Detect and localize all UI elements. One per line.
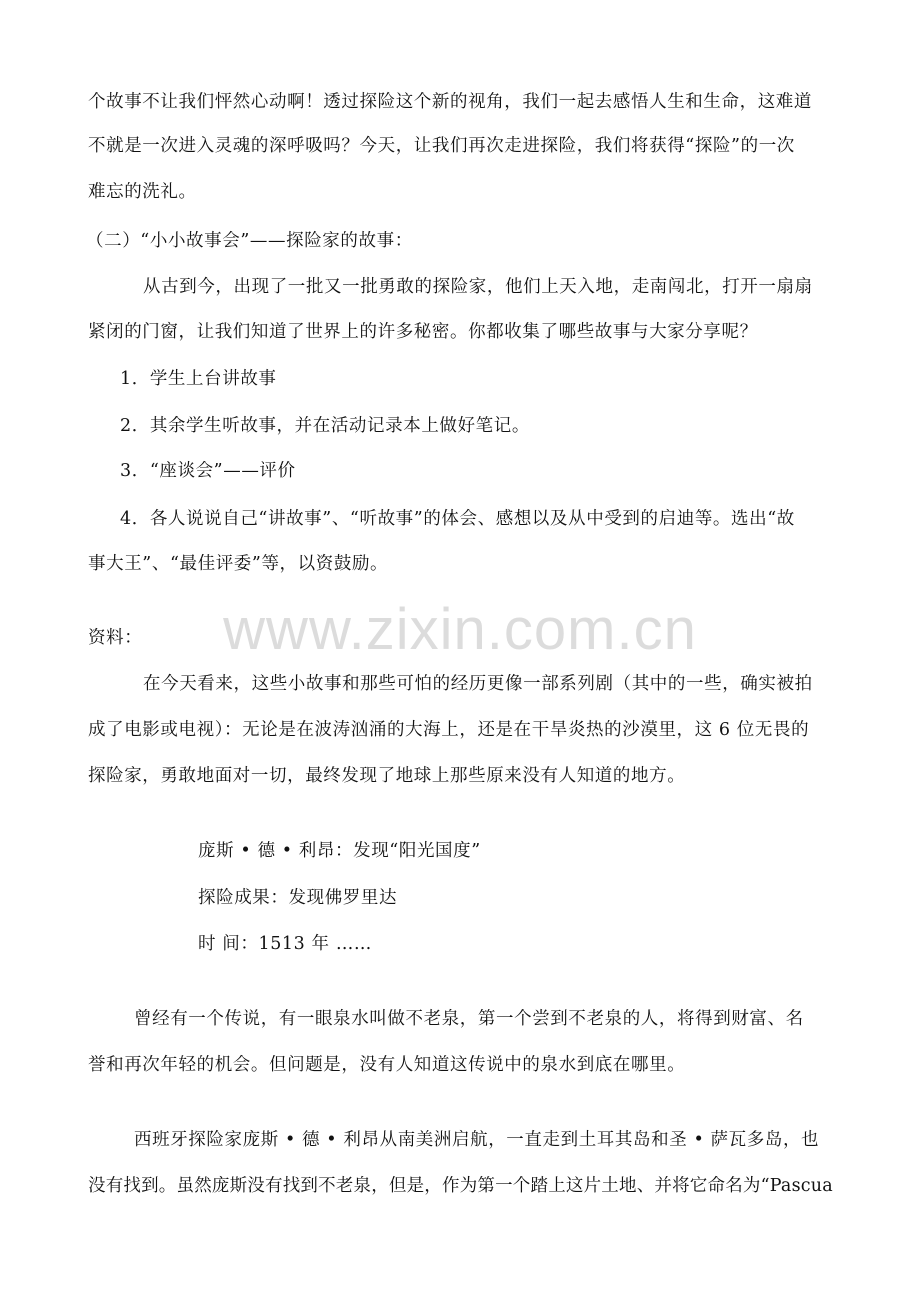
section-paragraph-line-2: 紧闭的门窗，让我们知道了世界上的许多秘密。你都收集了哪些故事与大家分享呢？ [88, 322, 758, 342]
intro-line-1: 个故事不让我们怦然心动啊！透过探险这个新的视角，我们一起去感悟人生和生命，这难道 [88, 92, 812, 112]
watermark: www.zixin.com.cn [223, 597, 697, 662]
section-heading: （二）“小小故事会”——探险家的故事： [86, 231, 413, 251]
voyage-paragraph-line-1: 西班牙探险家庞斯 • 德 • 利昂从南美洲启航，一直走到土耳其岛和圣 • 萨瓦多岛，也 [134, 1130, 820, 1150]
section-paragraph-line-1: 从古到今，出现了一批又一批勇敢的探险家，他们上天入地，走南闯北，打开一扇扇 [143, 277, 813, 297]
intro-line-2: 不就是一次进入灵魂的深呼吸吗？今天，让我们再次走进探险，我们将获得“探险”的一次 [88, 136, 795, 156]
legend-paragraph-line-1: 曾经有一个传说，有一眼泉水叫做不老泉，第一个尝到不老泉的人，将得到财富、名 [134, 1009, 804, 1029]
material-paragraph-line-3: 探险家，勇敢地面对一切，最终发现了地球上那些原来没有人知道的地方。 [88, 766, 686, 786]
list-item-1: 1．学生上台讲故事 [120, 369, 277, 389]
explorer-result: 探险成果：发现佛罗里达 [198, 888, 398, 908]
voyage-paragraph-line-2: 没有找到。虽然庞斯没有找到不老泉，但是，作为第一个踏上这片土地、并将它命名为“Pascua [88, 1176, 833, 1196]
explorer-time: 时 间：1513 年 …… [198, 934, 373, 954]
material-paragraph-line-1: 在今天看来，这些小故事和那些可怕的经历更像一部系列剧（其中的一些，确实被拍 [143, 674, 813, 694]
material-paragraph-line-2: 成了电影或电视）：无论是在波涛汹涌的大海上，还是在干旱炎热的沙漠里，这 6 位无畏的 [88, 720, 810, 740]
legend-paragraph-line-2: 誉和再次年轻的机会。但问题是，没有人知道这传说中的泉水到底在哪里。 [88, 1055, 686, 1075]
intro-line-3: 难忘的洗礼。 [88, 182, 197, 202]
explorer-name: 庞斯 • 德 • 利昂：发现“阳光国度” [198, 841, 481, 861]
material-label: 资料： [88, 628, 143, 648]
list-item-4-continued: 事大王”、“最佳评委”等，以资鼓励。 [88, 554, 389, 574]
list-item-4: 4．各人说说自己“讲故事”、“听故事”的体会、感想以及从中受到的启迪等。选出“故 [120, 509, 795, 529]
list-item-3: 3．“座谈会”——评价 [120, 461, 296, 481]
list-item-2: 2．其余学生听故事，并在活动记录本上做好笔记。 [120, 416, 530, 436]
